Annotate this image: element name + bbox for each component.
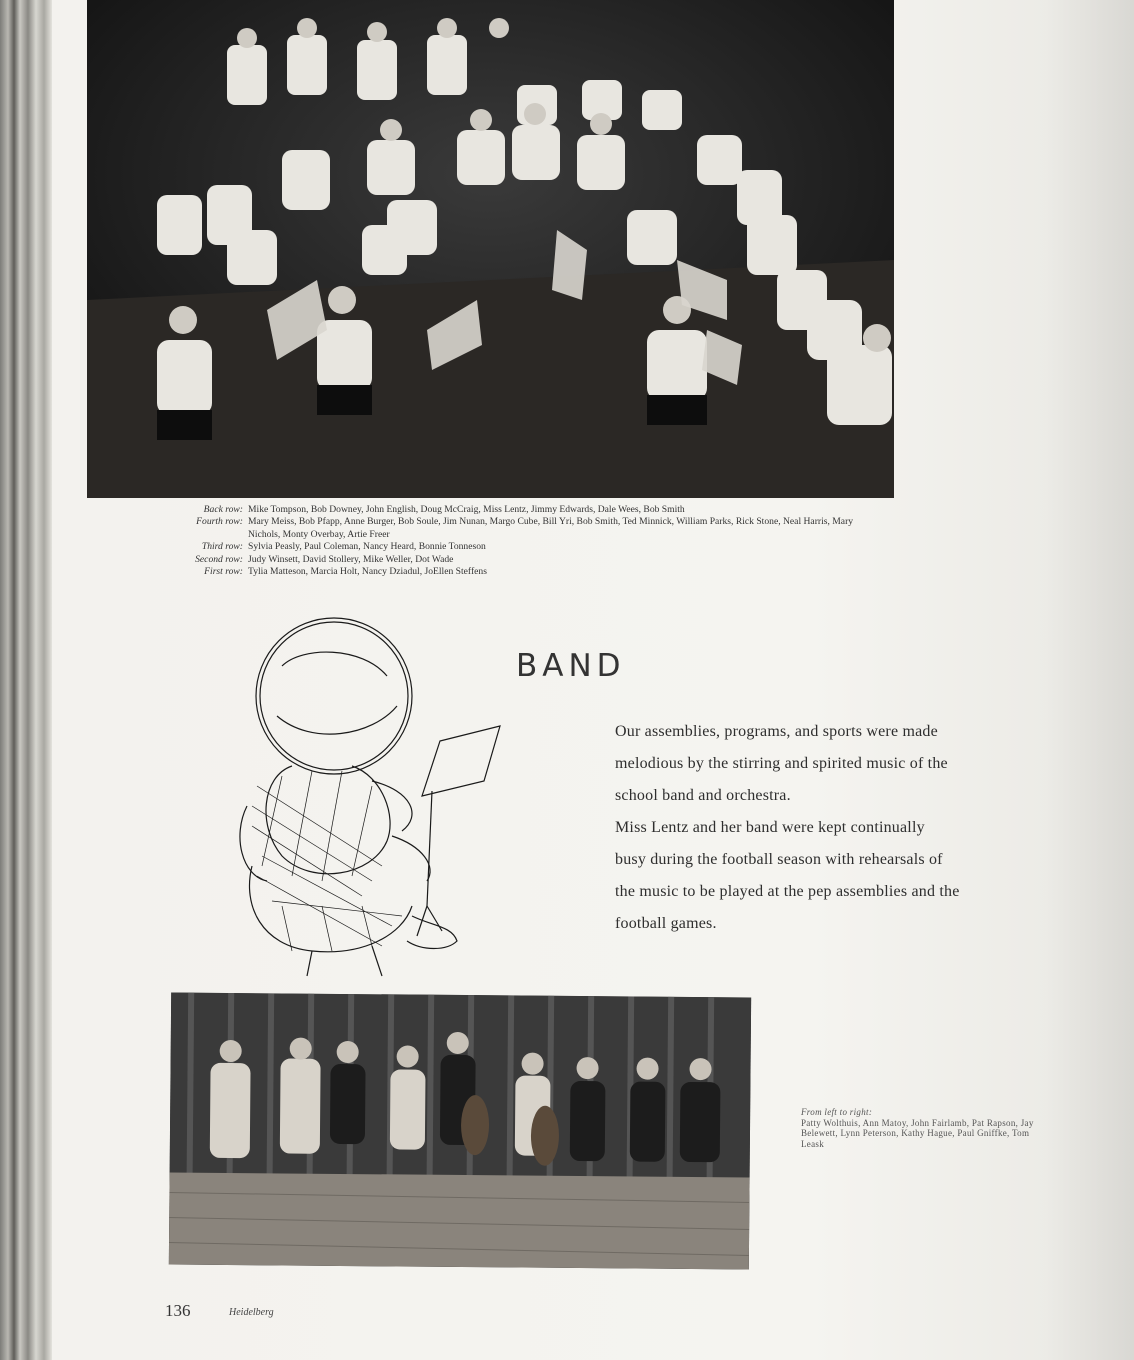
caption-names: Mike Tompson, Bob Downey, John English, Doug McCraig, Miss Lentz, Jimmy Edwards, Dale Wees, Bob Smith [248, 504, 685, 515]
string-ensemble-photo [169, 992, 751, 1269]
book-spine [0, 0, 52, 1360]
caption-row-back [176, 504, 876, 516]
tuba-sketch [222, 606, 514, 990]
caption-row-third [176, 541, 876, 553]
ensemble-caption-names: Patty Wolthuis, Ann Matoy, John Fairlamb, Pat Rapson, Jay Belewett, Lynn Peterson, Kathy Hague, Paul Gniffke, Tom Leask [801, 1117, 1034, 1149]
caption-names: Judy Winsett, David Stollery, Mike Weller, Dot Wade [248, 553, 454, 565]
ensemble-caption-lead: From left to right: [801, 1107, 873, 1117]
caption-row-fourth [176, 516, 876, 541]
orchestra-photo-drawing [87, 0, 894, 498]
caption-row-first [176, 566, 876, 578]
caption-names: Tylia Matteson, Marcia Holt, Nancy Dziadul, JoEllen Steffens [248, 566, 487, 578]
section-body [615, 716, 960, 940]
caption-label: Second row: [195, 553, 243, 565]
string-ensemble-drawing [169, 992, 751, 1269]
tuba-player-illustration [222, 606, 514, 990]
caption-names: Sylvia Peasly, Paul Coleman, Nancy Heard, Bonnie Tonneson [248, 541, 486, 553]
page-number: 136 [165, 1301, 191, 1320]
body-paragraph: Our assemblies, programs, and sports were made melodious by the stirring and spirited music of the school band and orchestra. [615, 723, 948, 804]
body-paragraph: Miss Lentz and her band were kept continually busy during the football season with rehearsals of the music to be played at the pep assemblies and the football games. [615, 819, 960, 932]
running-title: Heidelberg [229, 1307, 274, 1318]
orchestra-photo [87, 0, 894, 498]
ensemble-caption [801, 1107, 1041, 1149]
orchestra-caption [176, 504, 876, 578]
caption-label: Third row: [201, 541, 243, 553]
caption-label: First row: [204, 566, 243, 578]
page-edge-shadow [1044, 0, 1134, 1360]
caption-label: Back row: [203, 504, 243, 515]
caption-row-second [176, 554, 876, 566]
caption-label: Fourth row: [196, 516, 243, 528]
section-title: BAND [516, 648, 626, 684]
caption-names: Mary Meiss, Bob Pfapp, Anne Burger, Bob Soule, Jim Nunan, Margo Cube, Bill Yri, Bob Smith, Ted Minnick, William Parks, Rick Stone, Neal Harris, Mary Nichols, Monty Overbay, Artie Freer [248, 516, 854, 540]
